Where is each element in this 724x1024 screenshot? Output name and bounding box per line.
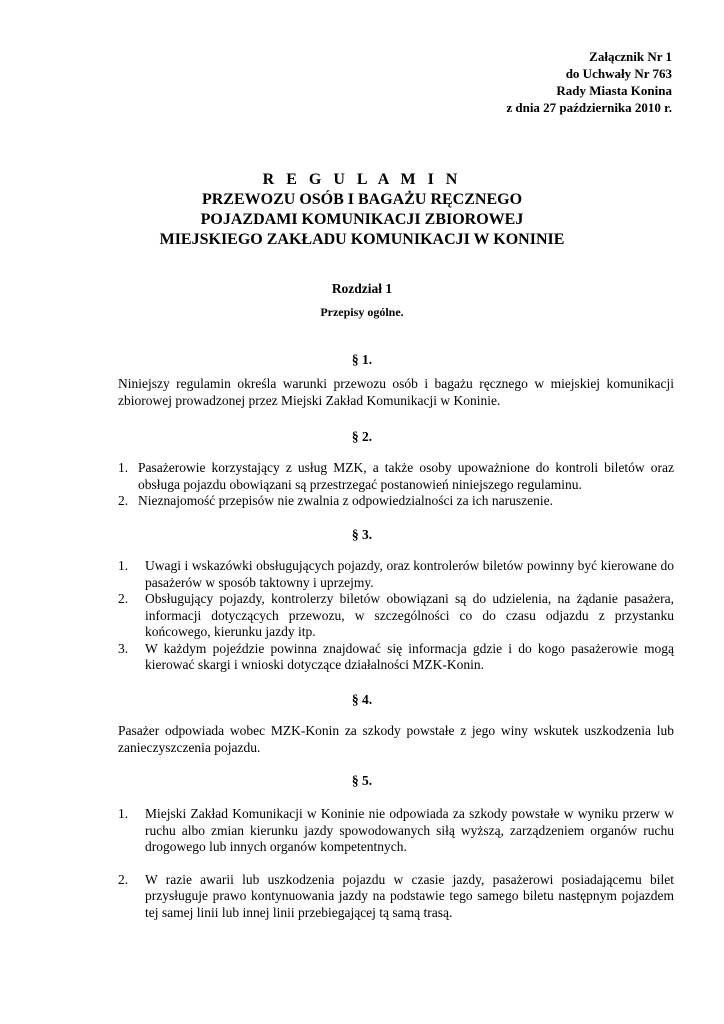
item-text: W razie awarii lub uszkodzenia pojazdu w czasie jazdy, pasażerowi posiadającemu bilet przysługuje prawo kontynuowania jazdy na podstawie tego samego biletu następnym pojazdem tej samej linii lub innej linii przebiegającej tą samą trasą. — [145, 871, 674, 920]
annex-header — [506, 48, 672, 116]
list-item — [118, 493, 674, 510]
list-item — [118, 872, 674, 922]
title-line-3: POJAZDAMI KOMUNIKACJI ZBIOROWEJ — [200, 211, 524, 228]
item-number: 3. — [118, 640, 129, 656]
list-item — [118, 641, 674, 674]
item-number: 1. — [118, 806, 129, 821]
item-text: Nieznajomość przepisów nie zwalnia z odpowiedzialności za ich naruszenie. — [138, 493, 553, 508]
section-3-list — [118, 558, 674, 674]
section-1-text: Niniejszy regulamin określa warunki przewozu osób i bagażu ręcznego w miejskiej komunikacji zbiorowej prowadzonej przez Miejski Zakład Komunikacji w Koninie. — [118, 376, 674, 408]
item-number: 2. — [118, 591, 129, 606]
item-number: 2. — [118, 871, 129, 887]
item-number: 1. — [118, 558, 129, 573]
item-text: Obsługujący pojazdy, kontrolerzy biletów obowiązani są do udzielenia, na żądanie pasażera, informacji dotyczących przewozu, w szczególności co do czasu odjazdu z przystanku końcowego, kierunku jazdy itp. — [145, 591, 674, 639]
annex-resolution: do Uchwały Nr 763 — [565, 66, 672, 81]
item-number: 2. — [118, 493, 129, 508]
section-3-heading: § 3. — [351, 527, 373, 542]
section-4-heading: § 4. — [351, 692, 373, 707]
section-2-list — [118, 460, 674, 510]
list-item — [118, 591, 674, 641]
item-text: Miejski Zakład Komunikacji w Koninie nie odpowiada za szkody powstałe w wyniku przerw w ruchu albo zmian kierunku jazdy spowodowanych siłą wyższą, zarządzeniem organów ruchu drogowego lub innych organów kompetentnych. — [145, 806, 674, 854]
item-text: Uwagi i wskazówki obsługujących pojazdy, oraz kontrolerów biletów powinny być kierowane do pasażerów w sposób taktowny i uprzejmy. — [145, 558, 674, 590]
chapter-label: Rozdział 1 — [331, 281, 393, 296]
list-item — [118, 460, 674, 493]
section-5-heading: § 5. — [351, 773, 373, 788]
title-line-4: MIEJSKIEGO ZAKŁADU KOMUNIKACJI W KONINIE — [159, 231, 565, 248]
item-text: Pasażerowie korzystający z usług MZK, a także osoby upoważnione do kontroli biletów oraz obsługa pojazdu obowiązani są przestrzegać postanowień niniejszego regulaminu. — [138, 460, 674, 492]
section-4-text: Pasażer odpowiada wobec MZK-Konin za szkody powstałe z jego winy wskutek uszkodzenia lub zanieczyszczenia pojazdu. — [118, 723, 674, 755]
item-number: 1. — [118, 460, 129, 475]
section-1-heading: § 1. — [351, 352, 373, 367]
list-item — [118, 806, 674, 856]
section-5-list — [118, 806, 674, 921]
title-line-2: PRZEWOZU OSÓB I BAGAŻU RĘCZNEGO — [201, 191, 523, 208]
item-text: W każdym pojeździe powinna znajdować się informacja gdzie i do kogo pasażerowie mogą kierować skargi i wnioski dotyczące działalności MZK-Konin. — [145, 640, 674, 672]
list-item — [118, 558, 674, 591]
annex-council: Rady Miasta Konina — [556, 83, 672, 98]
chapter-subtitle: Przepisy ogólne. — [320, 305, 404, 319]
annex-number: Załącznik Nr 1 — [589, 49, 672, 64]
annex-date: z dnia 27 października 2010 r. — [506, 100, 672, 115]
document-title — [0, 170, 724, 250]
section-2-heading: § 2. — [351, 429, 373, 444]
title-regulamin: R E G U L A M I N — [262, 171, 462, 188]
